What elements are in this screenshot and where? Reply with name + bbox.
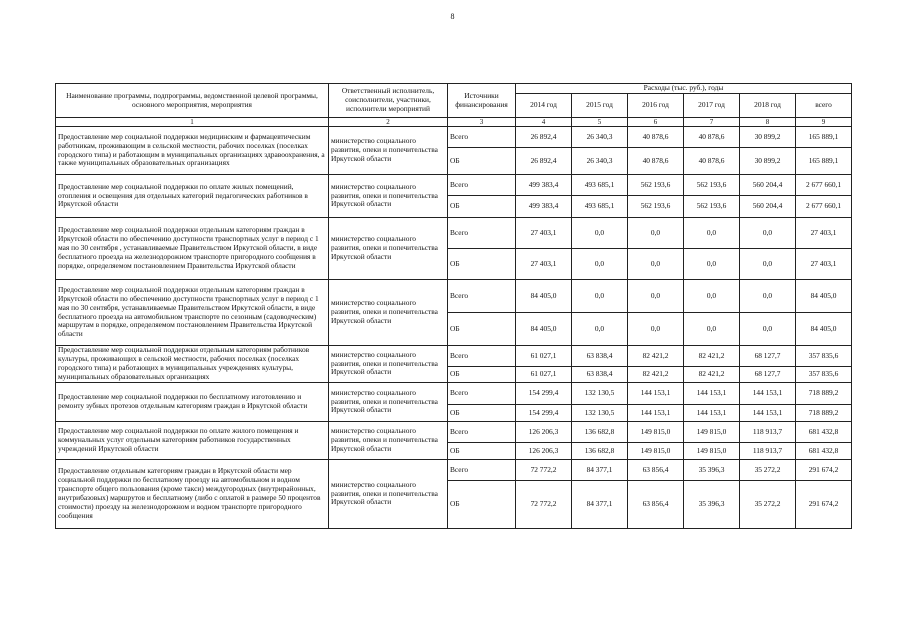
total-value-cell: 84 405,0 [796,313,852,346]
year-value-cell: 68 127,7 [740,346,796,367]
year-value-cell: 0,0 [572,313,628,346]
year-value-cell: 0,0 [572,280,628,313]
header-year: 2016 год [628,94,684,118]
header-expenses: Расходы (тыс. руб.), годы [516,84,852,94]
total-value-cell: 84 405,0 [796,280,852,313]
funding-source-cell: Всего [448,127,516,148]
total-value-cell: 291 674,2 [796,460,852,481]
year-value-cell: 26 892,4 [516,127,572,148]
year-value-cell: 40 878,6 [628,148,684,175]
year-value-cell: 82 421,2 [684,346,740,367]
year-value-cell: 562 193,6 [628,196,684,218]
year-value-cell: 68 127,7 [740,367,796,383]
year-value-cell: 154 299,4 [516,383,572,405]
year-value-cell: 0,0 [740,313,796,346]
year-value-cell: 0,0 [684,218,740,249]
program-name-cell: Предоставление мер социальной поддержки по оплате жилого помещения и коммунальных услуг отдельным категориям работников государственных учреждений Иркутской области [56,422,329,460]
funding-source-cell: ОБ [448,405,516,422]
column-number: 9 [796,118,852,127]
year-value-cell: 0,0 [740,218,796,249]
year-value-cell: 126 206,3 [516,422,572,443]
year-value-cell: 0,0 [628,280,684,313]
header-year: 2014 год [516,94,572,118]
header-source: Источники финансирования [448,84,516,118]
year-value-cell: 26 892,4 [516,148,572,175]
funding-source-cell: Всего [448,175,516,196]
responsible-cell: министерство социального развития, опеки и попечительства Иркутской области [329,127,448,175]
year-value-cell: 126 206,3 [516,443,572,460]
year-value-cell: 118 913,7 [740,422,796,443]
funding-source-cell: Всего [448,280,516,313]
funding-source-cell: ОБ [448,249,516,280]
year-value-cell: 82 421,2 [684,367,740,383]
table-row [56,127,852,148]
total-value-cell: 718 889,2 [796,383,852,405]
header-year: 2017 год [684,94,740,118]
year-value-cell: 149 815,0 [684,443,740,460]
year-value-cell: 0,0 [684,313,740,346]
total-value-cell: 681 432,8 [796,422,852,443]
column-number: 3 [448,118,516,127]
year-value-cell: 499 383,4 [516,175,572,196]
year-value-cell: 144 153,1 [628,405,684,422]
funding-source-cell: Всего [448,422,516,443]
column-number: 4 [516,118,572,127]
year-value-cell: 0,0 [684,280,740,313]
table-row [56,460,852,481]
year-value-cell: 63 838,4 [572,346,628,367]
program-name-cell: Предоставление мер социальной поддержки отдельным категориям граждан в Иркутской области по обеспечению доступности транспортных услуг в период с 1 мая по 30 сентября, устанавливаемые Правительством Иркутской области, в виде бесплатного проезда на автомобильном транспорте по сезонным (садоводческим) маршрутам в порядке, определяемом постановлением Правительства Иркутской области [56,280,329,346]
column-number: 2 [329,118,448,127]
year-value-cell: 560 204,4 [740,175,796,196]
total-value-cell: 165 889,1 [796,127,852,148]
responsible-cell: министерство социального развития, опеки и попечительства Иркутской области [329,346,448,383]
funding-source-cell: Всего [448,383,516,405]
responsible-cell: министерство социального развития, опеки и попечительства Иркутской области [329,383,448,422]
year-value-cell: 27 403,1 [516,218,572,249]
program-name-cell: Предоставление мер социальной поддержки медицинским и фармацевтическим работникам, проживающим в сельской местности, рабочих поселках (поселках городского типа) и работающим в муниципальных организациях здравоохранения, а также муниципальных образовательных организациях [56,127,329,175]
year-value-cell: 0,0 [684,249,740,280]
year-value-cell: 84 405,0 [516,313,572,346]
header-program: Наименование программы, подпрограммы, ведомственной целевой программы, основного мероприятия, мероприятия [56,84,329,118]
year-value-cell: 149 815,0 [628,443,684,460]
program-name-cell: Предоставление мер социальной поддержки отдельным категориям граждан в Иркутской области по обеспечению доступности транспортных услуг в период с 1 мая по 30 сентября , устанавливаемые Правительством Иркутской области, в виде бесплатного проезда на железнодорожном транспорте пригородного сообщения в порядке, определяемом постановлением Правительства Иркутской области [56,218,329,280]
funding-source-cell: ОБ [448,367,516,383]
year-value-cell: 562 193,6 [684,175,740,196]
column-number: 1 [56,118,329,127]
year-value-cell: 63 838,4 [572,367,628,383]
total-value-cell: 27 403,1 [796,249,852,280]
year-value-cell: 35 396,3 [684,460,740,481]
funding-source-cell: ОБ [448,196,516,218]
year-value-cell: 136 682,8 [572,422,628,443]
total-value-cell: 291 674,2 [796,481,852,529]
year-value-cell: 84 377,1 [572,481,628,529]
year-value-cell: 72 772,2 [516,460,572,481]
total-value-cell: 2 677 660,1 [796,196,852,218]
column-number: 7 [684,118,740,127]
year-value-cell: 63 856,4 [628,481,684,529]
year-value-cell: 40 878,6 [684,127,740,148]
total-value-cell: 357 835,6 [796,346,852,367]
responsible-cell: министерство социального развития, опеки и попечительства Иркутской области [329,175,448,218]
year-value-cell: 30 899,2 [740,148,796,175]
year-value-cell: 0,0 [628,218,684,249]
funding-source-cell: Всего [448,346,516,367]
year-value-cell: 35 272,2 [740,481,796,529]
year-value-cell: 132 130,5 [572,405,628,422]
responsible-cell: министерство социального развития, опеки и попечительства Иркутской области [329,422,448,460]
year-value-cell: 132 130,5 [572,383,628,405]
program-name-cell: Предоставление отдельным категориям граждан в Иркутской области мер социальной поддержки по бесплатному проезду на автомобильном и водном транспорте общего пользования (кроме такси) междугородных (внутрирайонных, внутрибазовых) маршрутов и бесплатному (либо с оплатой в размере 50 процентов стоимости) проезду на железнодорожном и водном транспорте пригородного сообщения [56,460,329,529]
header-total: всего [796,94,852,118]
year-value-cell: 118 913,7 [740,443,796,460]
year-value-cell: 562 193,6 [684,196,740,218]
year-value-cell: 61 027,1 [516,346,572,367]
column-number: 6 [628,118,684,127]
table-body [56,127,852,529]
year-value-cell: 562 193,6 [628,175,684,196]
year-value-cell: 493 685,1 [572,175,628,196]
year-value-cell: 499 383,4 [516,196,572,218]
year-value-cell: 0,0 [740,249,796,280]
column-number: 5 [572,118,628,127]
budget-table [55,83,852,529]
year-value-cell: 0,0 [572,218,628,249]
table-row [56,175,852,196]
funding-source-cell: Всего [448,460,516,481]
total-value-cell: 357 835,6 [796,367,852,383]
total-value-cell: 165 889,1 [796,148,852,175]
total-value-cell: 681 432,8 [796,443,852,460]
year-value-cell: 82 421,2 [628,346,684,367]
total-value-cell: 2 677 660,1 [796,175,852,196]
total-value-cell: 718 889,2 [796,405,852,422]
table-row [56,422,852,443]
year-value-cell: 0,0 [628,249,684,280]
year-value-cell: 0,0 [572,249,628,280]
year-value-cell: 144 153,1 [740,405,796,422]
year-value-cell: 30 899,2 [740,127,796,148]
table-row [56,218,852,249]
responsible-cell: министерство социального развития, опеки и попечительства Иркутской области [329,460,448,529]
year-value-cell: 40 878,6 [684,148,740,175]
year-value-cell: 40 878,6 [628,127,684,148]
year-value-cell: 84 405,0 [516,280,572,313]
year-value-cell: 0,0 [740,280,796,313]
year-value-cell: 144 153,1 [684,405,740,422]
year-value-cell: 144 153,1 [628,383,684,405]
table-row [56,346,852,367]
responsible-cell: министерство социального развития, опеки и попечительства Иркутской области [329,280,448,346]
funding-source-cell: ОБ [448,148,516,175]
program-name-cell: Предоставление мер социальной поддержки по бесплатному изготовлению и ремонту зубных протезов отдельным категориям граждан в Иркутской области [56,383,329,422]
table-row [56,280,852,313]
program-name-cell: Предоставление мер социальной поддержки отдельным категориям работников культуры, проживающих в сельской местности, рабочих поселках (поселках городского типа) и работающих в муниципальных учреждениях культуры, муниципальных образовательных организациях [56,346,329,383]
year-value-cell: 136 682,8 [572,443,628,460]
funding-source-cell: ОБ [448,443,516,460]
year-value-cell: 149 815,0 [628,422,684,443]
year-value-cell: 560 204,4 [740,196,796,218]
column-number: 8 [740,118,796,127]
header-year: 2015 год [572,94,628,118]
total-value-cell: 27 403,1 [796,218,852,249]
year-value-cell: 35 396,3 [684,481,740,529]
responsible-cell: министерство социального развития, опеки и попечительства Иркутской области [329,218,448,280]
year-value-cell: 144 153,1 [684,383,740,405]
year-value-cell: 493 685,1 [572,196,628,218]
funding-source-cell: Всего [448,218,516,249]
year-value-cell: 27 403,1 [516,249,572,280]
year-value-cell: 149 815,0 [684,422,740,443]
page-number: 8 [450,12,455,21]
year-value-cell: 26 340,3 [572,127,628,148]
year-value-cell: 63 856,4 [628,460,684,481]
year-value-cell: 154 299,4 [516,405,572,422]
year-value-cell: 144 153,1 [740,383,796,405]
year-value-cell: 84 377,1 [572,460,628,481]
year-value-cell: 0,0 [628,313,684,346]
funding-source-cell: ОБ [448,481,516,529]
funding-source-cell: ОБ [448,313,516,346]
year-value-cell: 82 421,2 [628,367,684,383]
year-value-cell: 61 027,1 [516,367,572,383]
header-responsible: Ответственный исполнитель, соисполнители, участники, исполнители мероприятий [329,84,448,118]
year-value-cell: 35 272,2 [740,460,796,481]
table-row [56,383,852,405]
year-value-cell: 72 772,2 [516,481,572,529]
year-value-cell: 26 340,3 [572,148,628,175]
program-name-cell: Предоставление мер социальной поддержки по оплате жилых помещений, отопления и освещения для отдельных категорий педагогических работников в Иркутской области [56,175,329,218]
header-year: 2018 год [740,94,796,118]
